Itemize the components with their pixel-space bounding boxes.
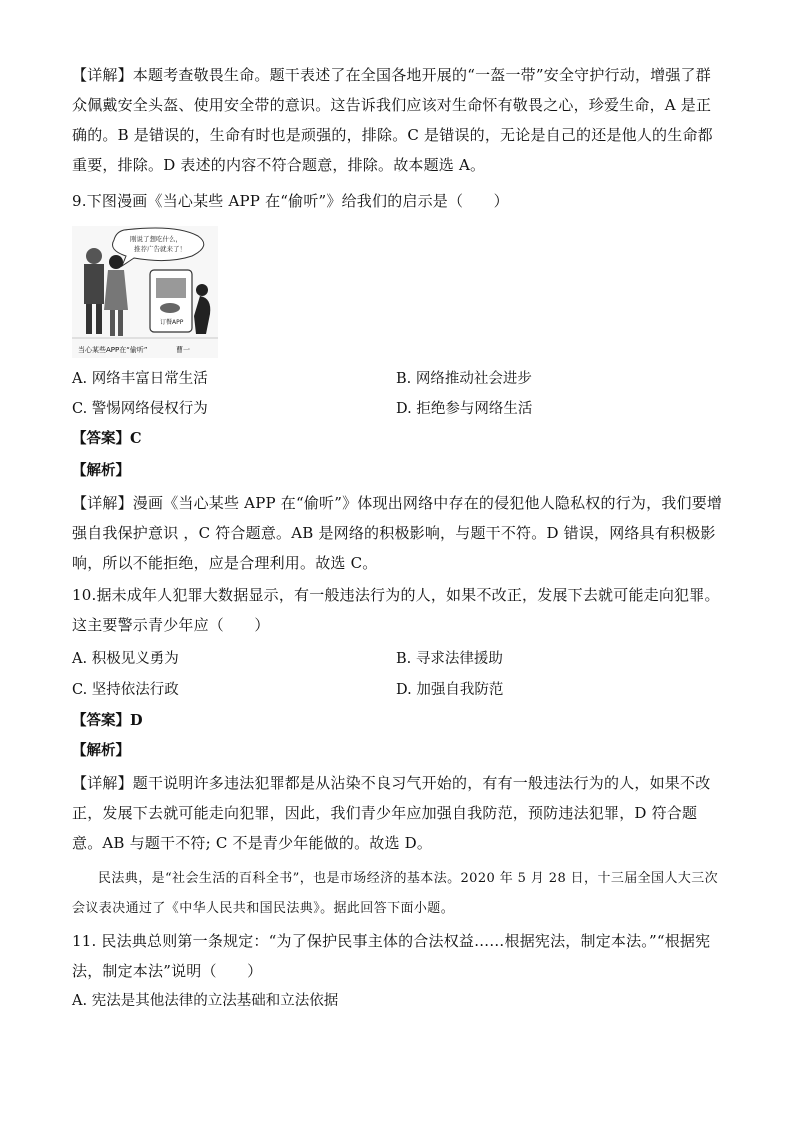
q9-option-d[interactable]: D. 拒绝参与网络生活 (396, 401, 533, 417)
q9-option-b[interactable]: B. 网络推动社会进步 (396, 371, 532, 387)
q10-stem: 10.据未成年人犯罪大数据显示，有一般违法行为的人，如果不改正，发展下去就可能走向犯罪。这主要警示青少年应（ ） (72, 586, 720, 634)
q8-explanation: 【详解】本题考查敬畏生命。题干表述了在全国各地开展的“一盔一带”安全守护行动，增强了群众佩戴安全头盔、使用安全带的意识。这告诉我们应该对生命怀有敬畏之心，珍爱生命，A 是正确的。B 是错误的，生命有时也是顽强的，排除。C 是错误的，无论是自己的还是他人的生命都重要，排除。D 表述的内容不符合题意，排除。故本题选 A。 (72, 66, 713, 174)
q10-answer: 【答案】D (72, 712, 143, 729)
q10-option-b[interactable]: B. 寻求法律援助 (396, 651, 503, 667)
comic-bubble-line1: 刚说了想吃什么， (130, 235, 182, 243)
q10-option-c[interactable]: C. 坚持依法行政 (72, 682, 179, 698)
q10-option-d[interactable]: D. 加强自我防范 (396, 682, 504, 698)
q10-explanation: 【详解】题干说明许多违法犯罪都是从沾染不良习气开始的，有有一般违法行为的人，如果不改正，发展下去就可能走向犯罪，因此，我们青少年应加强自我防范，预防违法犯罪，D 符合题意。AB 与题干不符; C 不是青少年能做的。故选 D。 (72, 774, 711, 852)
q9-answer: 【答案】C (72, 430, 142, 447)
comic-author: 曹一 (176, 346, 190, 354)
q9-explanation: 【详解】漫画《当心某些 APP 在“偷听”》体现出网络中存在的侵犯他人隐私权的行为，我们要增强自我保护意识 ，C 符合题意。AB 是网络的积极影响，与题干不符。D 错误，网络具有积极影响，所以不能拒绝，应是合理利用。故选 C。 (72, 494, 723, 572)
comic-bubble-line2: 推荐广告就来了！ (134, 245, 186, 253)
q9-option-a[interactable]: A. 网络丰富日常生活 (72, 371, 208, 387)
q11-option-a[interactable]: A. 宪法是其他法律的立法基础和立法依据 (72, 993, 339, 1009)
q11-stem: 11. 民法典总则第一条规定：“为了保护民事主体的合法权益……根据宪法，制定本法。”“根据宪法，制定本法”说明（ ） (72, 932, 711, 980)
q9-comic-image (72, 226, 218, 358)
q10-option-a[interactable]: A. 积极见义勇为 (72, 651, 179, 667)
material-passage: 民法典，是“社会生活的百科全书”，也是市场经济的基本法。2020 年 5 月 28 日，十三届全国人大三次会议表决通过了《中华人民共和国民法典》。据此回答下面小题。 (72, 871, 719, 916)
comic-caption: 当心某些APP在“偷听” (78, 346, 148, 354)
q9-analysis-label: 【解析】 (72, 462, 130, 479)
q10-analysis-label: 【解析】 (72, 742, 130, 759)
q9-option-c[interactable]: C. 警惕网络侵权行为 (72, 401, 208, 417)
q9-stem: 9.下图漫画《当心某些 APP 在“偷听”》给我们的启示是（ ） (72, 192, 509, 210)
comic-phone-label: 订餐APP (160, 319, 184, 326)
